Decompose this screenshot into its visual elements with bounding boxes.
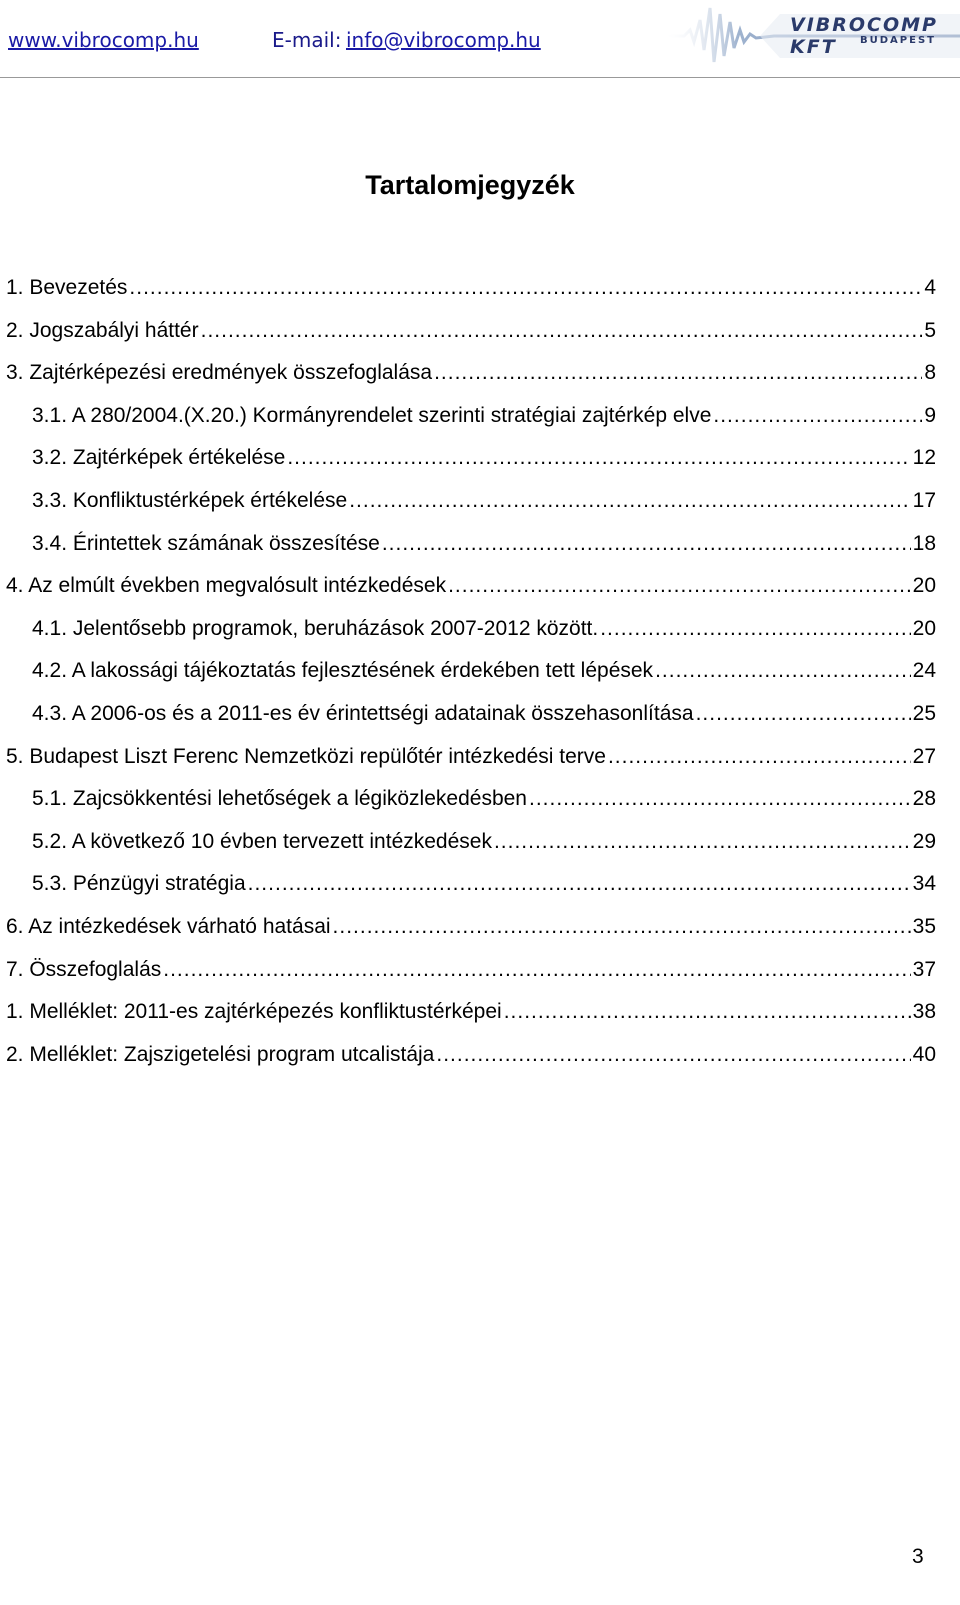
toc-entry-page: 8 <box>924 361 936 385</box>
toc-entry-label: 3. Zajtérképezési eredmények összefoglalása <box>6 361 433 385</box>
toc-entry-label: 3.4. Érintettek számának összesítése <box>32 531 380 555</box>
toc-leader-dots <box>163 958 910 982</box>
toc-entry-page: 20 <box>912 574 936 598</box>
toc-entry[interactable] <box>6 532 936 575</box>
page-header <box>0 0 960 80</box>
toc-leader-dots <box>713 404 922 428</box>
toc-entry[interactable] <box>6 574 936 617</box>
toc-entry-label: 1. Melléklet: 2011-es zajtérképezés konfliktustérképei <box>6 1000 502 1024</box>
toc-entry-label: 3.1. A 280/2004.(X.20.) Kormányrendelet szerinti stratégiai zajtérkép elve <box>32 403 712 427</box>
toc-leader-dots <box>434 361 922 385</box>
toc-entry[interactable] <box>6 915 936 958</box>
toc-leader-dots <box>287 446 910 470</box>
toc-entry-page: 29 <box>912 829 936 853</box>
logo-city: BUDAPEST <box>860 35 936 46</box>
toc-entry-label: 4. Az elmúlt években megvalósult intézkedések <box>6 574 447 598</box>
toc-entry-page: 12 <box>912 446 936 470</box>
toc-leader-dots <box>696 702 911 726</box>
toc-entry-page: 20 <box>912 616 936 640</box>
toc-entry[interactable] <box>6 1000 936 1043</box>
table-of-contents <box>6 276 936 1085</box>
toc-entry-page: 34 <box>912 872 936 896</box>
toc-entry-page: 18 <box>912 531 936 555</box>
page-number: 3 <box>912 1545 924 1568</box>
toc-entry[interactable] <box>6 446 936 489</box>
toc-leader-dots <box>129 276 922 300</box>
toc-entry[interactable] <box>6 276 936 319</box>
toc-leader-dots <box>655 659 911 683</box>
toc-entry-label: 4.3. A 2006-os és a 2011-es év érintettségi adatainak összehasonlítása <box>32 701 694 725</box>
toc-entry-label: 5.2. A következő 10 évben tervezett intézkedések <box>32 829 492 853</box>
toc-entry-page: 17 <box>912 488 936 512</box>
toc-entry[interactable] <box>6 319 936 362</box>
toc-entry-label: 5.1. Zajcsökkentési lehetőségek a légiközlekedésben <box>32 787 527 811</box>
toc-entry[interactable] <box>6 787 936 830</box>
logo-wordmark: VIBROCOMP KFT <box>790 14 938 58</box>
toc-entry[interactable] <box>6 361 936 404</box>
website-link[interactable]: www.vibrocomp.hu <box>8 28 199 52</box>
toc-entry-label: 7. Összefoglalás <box>6 957 162 981</box>
toc-entry-label: 2. Melléklet: Zajszigetelési program utcalistája <box>6 1042 435 1066</box>
toc-entry-label: 3.2. Zajtérképek értékelése <box>32 446 286 470</box>
toc-entry[interactable] <box>6 659 936 702</box>
toc-entry[interactable] <box>6 745 936 788</box>
toc-entry-page: 25 <box>912 701 936 725</box>
email-label: E-mail: <box>272 28 342 52</box>
toc-entry-label: 4.2. A lakossági tájékoztatás fejlesztésének érdekében tett lépések <box>32 659 654 683</box>
header-divider <box>0 77 960 78</box>
email-link[interactable]: info@vibrocomp.hu <box>346 28 541 52</box>
toc-entry[interactable] <box>6 489 936 532</box>
toc-entry-page: 38 <box>912 1000 936 1024</box>
toc-leader-dots <box>448 574 911 598</box>
toc-leader-dots <box>608 745 911 769</box>
toc-entry-label: 4.1. Jelentősebb programok, beruházások 2007-2012 között. <box>32 616 599 640</box>
toc-entry-label: 3.3. Konfliktustérképek értékelése <box>32 488 348 512</box>
toc-entry-label: 6. Az intézkedések várható hatásai <box>6 914 331 938</box>
toc-entry-page: 37 <box>912 957 936 981</box>
toc-entry-page: 24 <box>912 659 936 683</box>
toc-leader-dots <box>333 915 911 939</box>
toc-entry-page: 9 <box>924 403 936 427</box>
toc-entry[interactable] <box>6 1043 936 1086</box>
toc-leader-dots <box>201 319 923 343</box>
page-title: Tartalomjegyzék <box>365 170 575 200</box>
toc-leader-dots <box>494 830 911 854</box>
toc-leader-dots <box>436 1043 910 1067</box>
toc-entry-page: 35 <box>912 914 936 938</box>
toc-leader-dots <box>529 787 911 811</box>
toc-entry-label: 2. Jogszabályi háttér <box>6 318 199 342</box>
toc-leader-dots <box>600 617 910 641</box>
company-logo <box>664 0 960 74</box>
toc-entry-label: 5. Budapest Liszt Ferenc Nemzetközi repülőtér intézkedési terve <box>6 744 606 768</box>
toc-entry[interactable] <box>6 958 936 1001</box>
toc-leader-dots <box>382 532 911 556</box>
toc-entry[interactable] <box>6 830 936 873</box>
toc-entry[interactable] <box>6 702 936 745</box>
toc-entry-page: 4 <box>924 276 936 299</box>
toc-entry[interactable] <box>6 404 936 447</box>
toc-entry-page: 5 <box>924 318 936 342</box>
toc-entry[interactable] <box>6 617 936 660</box>
toc-entry-label: 5.3. Pénzügyi stratégia <box>32 872 246 896</box>
toc-leader-dots <box>349 489 910 513</box>
toc-entry[interactable] <box>6 872 936 915</box>
toc-entry-label: 1. Bevezetés <box>6 276 128 299</box>
toc-entry-page: 27 <box>912 744 936 768</box>
toc-entry-page: 28 <box>912 787 936 811</box>
toc-leader-dots <box>504 1000 911 1024</box>
toc-entry-page: 40 <box>912 1042 936 1066</box>
toc-leader-dots <box>248 872 911 896</box>
